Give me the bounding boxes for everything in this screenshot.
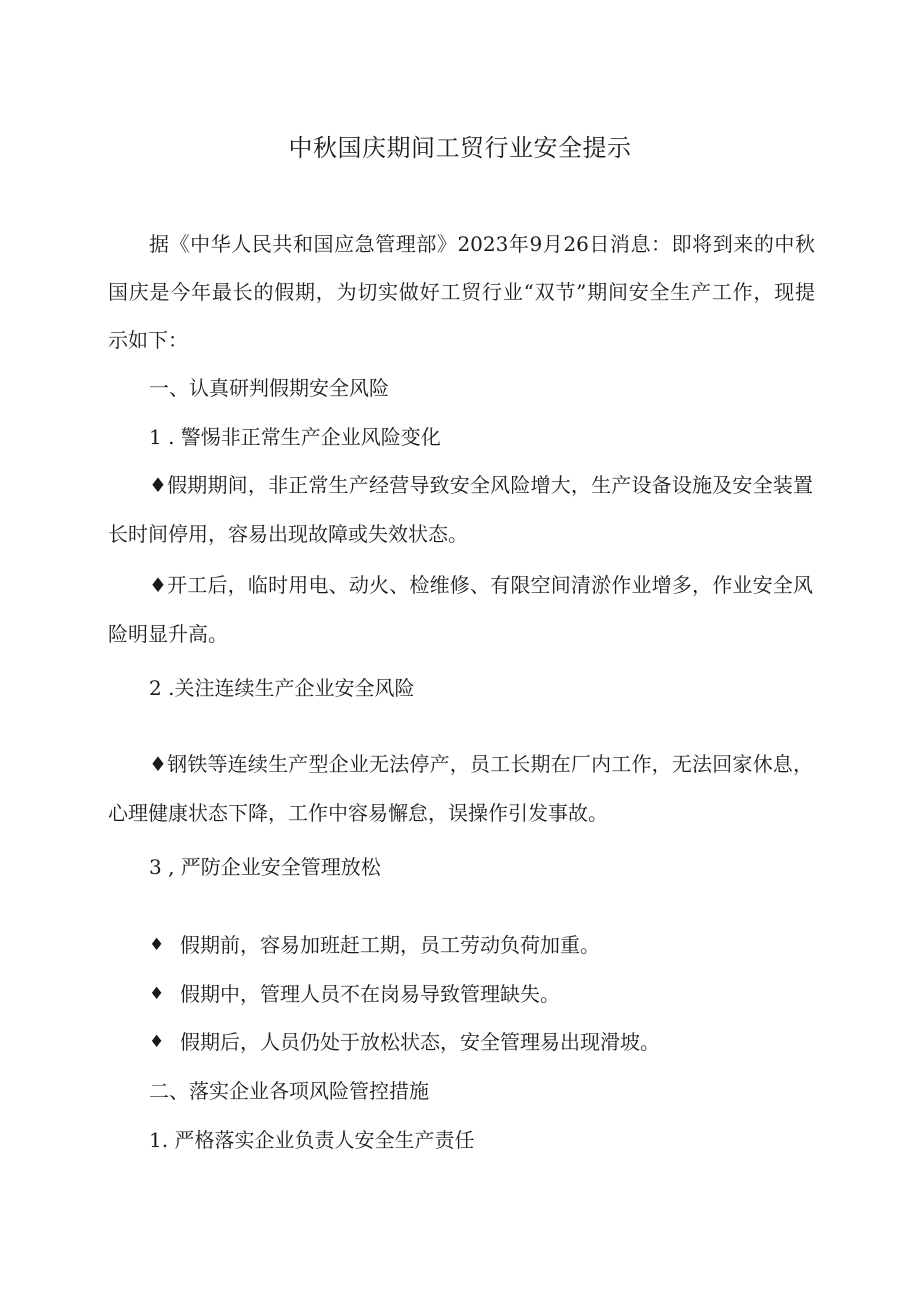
section-1-heading: 一、认真研判假期安全风险 bbox=[149, 376, 389, 400]
item-1-1-bullet-2-line-1: ♦开工后，临时用电、动火、检维修、有限空间清淤作业增多，作业安全风 bbox=[149, 573, 813, 597]
diamond-bullet-icon: ♦ bbox=[149, 984, 165, 1004]
item-1-1-bullet-1-line-2: 长时间停用，容易出现故障或失效状态。 bbox=[108, 522, 468, 546]
item-1-3-bullet-1: 假期前，容易加班赶工期，员工劳动负荷加重。 bbox=[180, 933, 600, 957]
diamond-bullet-icon: ♦ bbox=[149, 1032, 165, 1052]
intro-line-3: 示如下： bbox=[108, 328, 188, 352]
intro-line-2: 国庆是今年最长的假期，为切实做好工贸行业“双节”期间安全生产工作，现提 bbox=[108, 280, 815, 304]
item-1-3-heading: 3 , 严防企业安全管理放松 bbox=[149, 855, 381, 879]
document-title: 中秋国庆期间工贸行业安全提示 bbox=[288, 134, 632, 162]
item-1-1-bullet-1-line-1: ♦假期期间，非正常生产经营导致安全风险增大，生产设备设施及安全装置 bbox=[149, 473, 813, 497]
diamond-bullet-icon: ♦ bbox=[149, 935, 165, 955]
item-1-1-heading: 1 . 警惕非正常生产企业风险变化 bbox=[149, 425, 441, 449]
item-1-3-bullet-2: 假期中，管理人员不在岗易导致管理缺失。 bbox=[180, 982, 560, 1006]
section-2-heading: 二、落实企业各项风险管控措施 bbox=[149, 1079, 429, 1103]
item-1-2-bullet-1-line-2: 心理健康状态下降，工作中容易懈怠，误操作引发事故。 bbox=[108, 801, 608, 825]
item-1-1-bullet-2-line-2: 险明显升高。 bbox=[108, 622, 228, 646]
item-1-2-heading: 2 .关注连续生产企业安全风险 bbox=[149, 676, 415, 700]
item-1-3-bullet-3: 假期后，人员仍处于放松状态，安全管理易出现滑坡。 bbox=[180, 1030, 660, 1054]
intro-line-1: 据《中华人民共和国应急管理部》2023年9月26日消息：即将到来的中秋 bbox=[149, 232, 815, 256]
item-2-1-heading: 1. 严格落实企业负责人安全生产责任 bbox=[149, 1128, 475, 1152]
item-1-2-bullet-1-line-1: ♦钢铁等连续生产型企业无法停产，员工长期在厂内工作，无法回家休息， bbox=[149, 752, 813, 776]
